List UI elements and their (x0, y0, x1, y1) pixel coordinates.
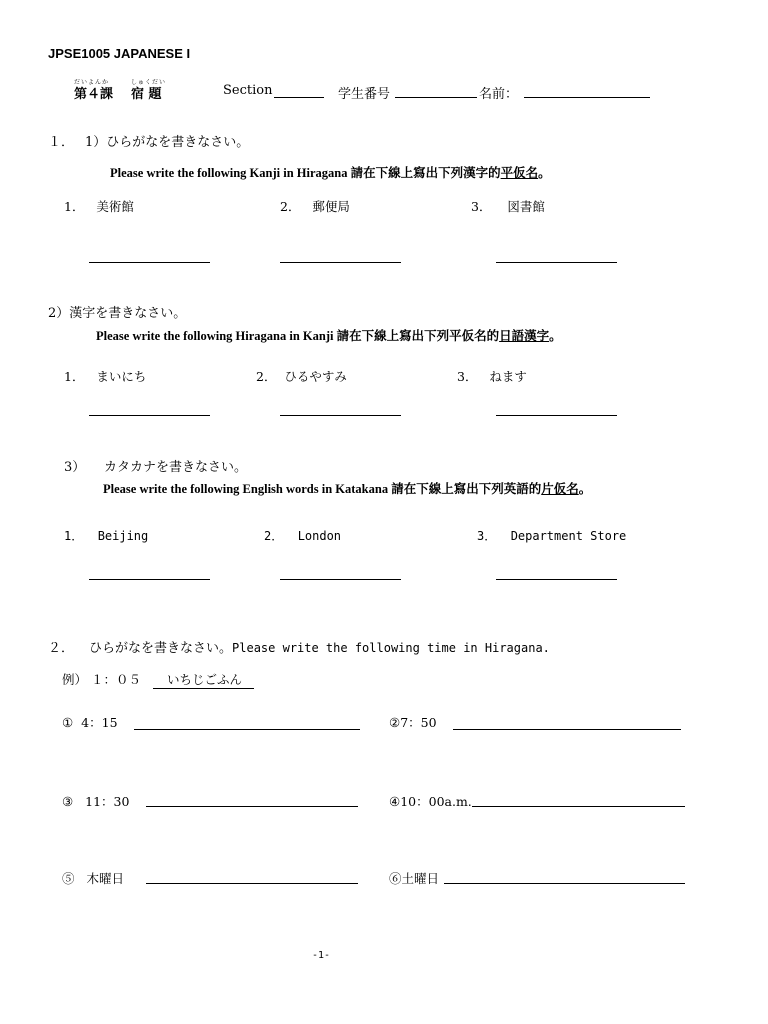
q1-part3-answer-2[interactable] (280, 579, 401, 580)
student-number-label: 学生番号 (338, 87, 391, 102)
q2-answer-1[interactable] (134, 729, 360, 730)
name-field[interactable] (524, 97, 650, 98)
section-label: Section (223, 83, 273, 98)
q2-example-answer: いちじごふん (153, 672, 254, 689)
q2-answer-5[interactable] (146, 883, 358, 884)
q1-part1-answer-3[interactable] (496, 262, 617, 263)
q2-answer-2[interactable] (453, 729, 681, 730)
q1-part1-item-2: 2． 郵便局 (280, 199, 350, 214)
homework-ruby: しゅくだい (131, 79, 167, 86)
q1-part2-item-3: 3． ねます (457, 369, 527, 384)
q1-part1-item-1: 1． 美術館 (64, 199, 134, 214)
q1-part3-heading-number: 3） (64, 460, 86, 475)
q1-part1-heading: 1）ひらがなを書きなさい。 (85, 135, 250, 150)
q2-answer-3[interactable] (146, 806, 358, 807)
course-title: JPSE1005 JAPANESE I (48, 46, 191, 61)
q1-part1-answer-1[interactable] (89, 262, 210, 263)
q2-example: 例） １：０５ いちじごふん (62, 670, 254, 688)
q2-item-3: ③ 11：30 (62, 794, 130, 809)
question-2-number: ２． (48, 641, 75, 656)
q1-part3-item-1: 1． Beijing (64, 529, 149, 543)
section-field[interactable] (274, 97, 324, 98)
q2-item-6: ⑥土曜日 (389, 871, 440, 886)
q1-part3-answer-3[interactable] (496, 579, 617, 580)
q1-part2-instruction: Please write the following Hiragana in Kanji 請在下線上寫出下列平仮名的日語漢字。 (96, 329, 562, 343)
name-label: 名前： (479, 87, 519, 102)
q2-item-5: ⑤ 木曜日 (62, 871, 124, 886)
q1-part3-heading: カタカナを書きなさい。 (104, 460, 248, 475)
q1-part1-answer-2[interactable] (280, 262, 401, 263)
q1-part2-heading: 2）漢字を書きなさい。 (48, 306, 187, 321)
student-number-field[interactable] (395, 97, 477, 98)
lesson-ruby: だいよんか (74, 79, 110, 86)
q1-part2-answer-3[interactable] (496, 415, 617, 416)
q1-part2-answer-2[interactable] (280, 415, 401, 416)
q1-part2-item-1: 1． まいにち (64, 369, 147, 384)
question-1-number: １． (48, 135, 75, 150)
q2-heading: ひらがなを書きなさい。Please write the following time in Hiragana. (89, 641, 550, 656)
q1-part3-item-3: 3． Department Store (477, 529, 627, 543)
q1-part2-item-2: 2． ひるやすみ (256, 369, 347, 384)
q1-part3-instruction: Please write the following English words in Katakana 請在下線上寫出下列英語的片仮名。 (103, 482, 592, 496)
lesson-number: 第４課 (74, 87, 114, 102)
q2-answer-6[interactable] (444, 883, 685, 884)
page-number: -1- (312, 950, 331, 961)
q1-part1-item-3: 3． 図書館 (471, 199, 545, 214)
q1-part1-instruction: Please write the following Kanji in Hiragana 請在下線上寫出下列漢字的平仮名。 (110, 166, 551, 180)
q2-item-2: ②7：50 (389, 715, 437, 730)
q1-part3-item-2: 2． London (264, 529, 342, 543)
q1-part3-answer-1[interactable] (89, 579, 210, 580)
q2-answer-4[interactable] (472, 806, 685, 807)
homework-label: 宿 題 (131, 87, 162, 102)
q1-part2-answer-1[interactable] (89, 415, 210, 416)
q2-item-4: ④10：00a.m. (389, 794, 472, 809)
q2-item-1: ① 4：15 (62, 715, 118, 730)
